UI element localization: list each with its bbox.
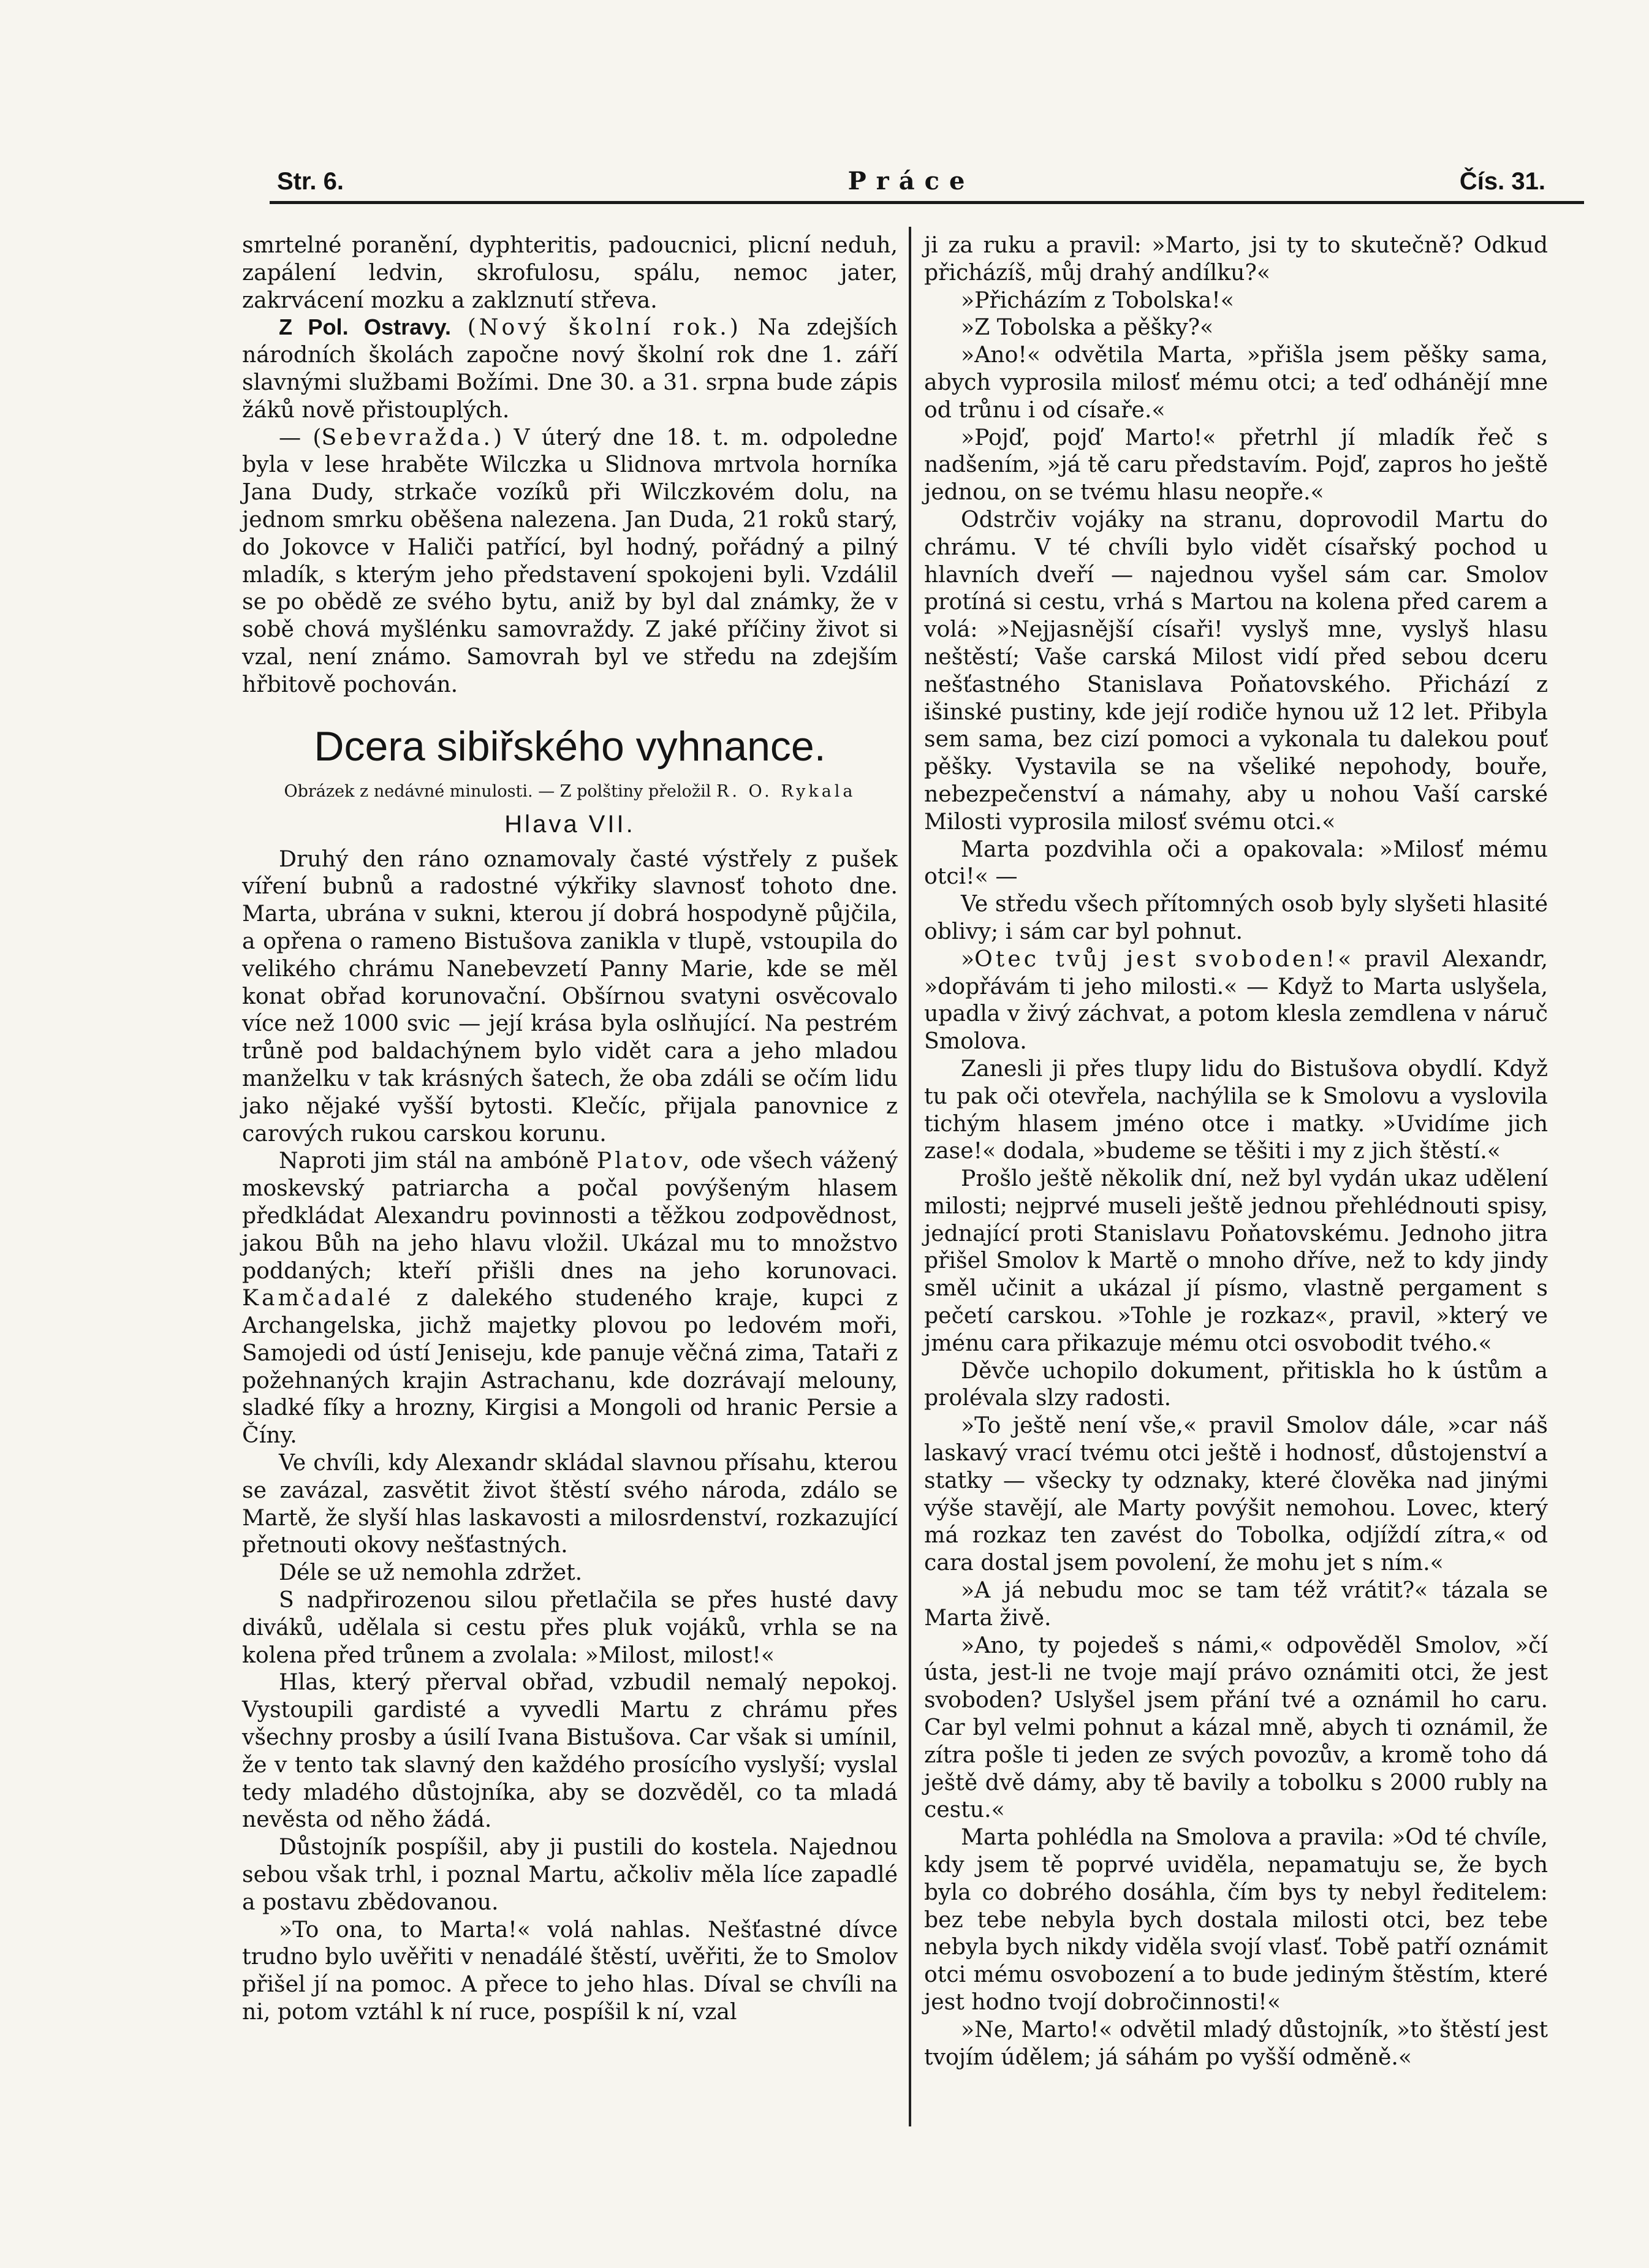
- story-paragraph: Ve středu všech přítomných osob byly slyšeti hlasité oblivy; i sám car byl pohnut.: [924, 890, 1548, 944]
- story-emphasis: Otec tvůj jest svoboden!: [974, 945, 1338, 972]
- left-column: [242, 232, 898, 2026]
- story-text: z dalekého studeného kraje, kupci z Archangelska, jichž majetky plovou po ledovém moři, Samojedi od ústí Jeniseju, kde panuje věčná zima, Tataři z požehnaných krajin Astrachanu, kde dozrávají melouny, sladké fíky a hrozny, Kirgisi a Mongoli od hranic Persie a Číny.: [242, 1284, 898, 1449]
- news-item-school: [242, 314, 898, 423]
- story-paragraph: »A já nebudu moc se tam též vrátit?« tázala se Marta živě.: [924, 1577, 1548, 1631]
- story-paragraph: Hlas, který přerval obřad, vzbudil nemalý nepokoj. Vystoupili gardisté a vyvedli Martu z chrámu přes všechny prosby a úsilí Ivana Bistušova. Car však si umínil, že v tento tak slavný den každého prosícího vyslyší; vyslal tedy mladého důstojníka, aby se dozvěděl, co ta mladá nevěsta od něho žádá.: [242, 1669, 898, 1833]
- story-text: Naproti jim stál na ambóně: [279, 1147, 589, 1174]
- story-paragraph: S nadpřirozenou silou přetlačila se přes husté davy diváků, udělala si cestu přes pluk vojáků, vrhla se na kolena před trůnem a zvolala: »Milost, milost!«: [242, 1587, 898, 1668]
- story-paragraph: Prošlo ještě několik dní, než byl vydán ukaz udělení milosti; nejprvé museli ještě jednou přehlédnouti spisy, jednající proti Stanislavu Poňatovskému. Jednoho jitra přišel Smolov k Martě o mnoho dříve, než to kdy jindy směl učinit a ukázal jí písmo, vlastně pergament s pečetí carskou. »Tohle je rozkaz«, pravil, »který ve jménu cara přikazuje mému otci osvobodit tvého.«: [924, 1165, 1548, 1356]
- story-paragraph: »Pojď, pojď Marto!« přetrhl jí mladík řeč s nadšením, »já tě caru představím. Pojď, zapros ho ještě jednou, on se tvému hlasu neopře.«: [924, 423, 1548, 506]
- news-place: Z Pol. Ostravy.: [279, 314, 452, 340]
- story-paragraph: Zanesli ji přes tlupy lidu do Bistušova obydlí. Když tu pak oči otevřela, nachýlila se k Smolovu a vyslovila tichým hlasem jméno otce i matky. »Uvidíme jich zase!« dodala, »budeme se těšiti i my z jich štěstí.«: [924, 1055, 1548, 1164]
- story-paragraph: »Ne, Marto!« odvětil mladý důstojník, »to štěstí jest tvojím údělem; já sáhám po vyšší odměně.«: [924, 2016, 1548, 2070]
- story-name: Platov,: [596, 1147, 693, 1174]
- story-paragraph: [242, 1147, 898, 1449]
- news-body: ) V úterý dne 18. t. m. odpoledne byla v lese hraběte Wilczka u Slidnova mrtvola horníka Jana Dudy, strkače vozíků při Wilczkovém dolu, na jednom smrku oběšena nalezena. Jan Duda, 21 roků starý, do Jokovce v Haliči patřící, byl hodný, pořádný a pilný mladík, s kterým jeho představení spokojeni byli. Vzdálil se po obědě ze svého bytu, aniž by byl dal známky, že v sobě chová myšlénku samovraždy. Z jaké příčiny život si vzal, není známo. Samovrah byl ve středu na zdejším hřbitově pochován.: [242, 423, 898, 697]
- news-kicker: (Nový školní rok.): [467, 314, 741, 341]
- story-paragraph: Odstrčiv vojáky na stranu, doprovodil Martu do chrámu. V té chvíli bylo vidět císařský pochod u hlavních dveří — najednou vyšel sám car. Smolov protíná si cestu, vrhá s Martou na kolena před carem a volá: »Nejjasnější císaři! vyslyš mne, vyslyš hlasu neštěstí; Vaše carská Milost vidí před sebou dceru nešťastného Stanislava Poňatovského. Přichází z išinské pustiny, kde její rodiče hynou už 12 let. Přibyla sem sama, bez cizí pomoci a vykonala tu dalekou pouť pěšky. Vystavila se na všeliké nepohody, bouře, nebezpečenství a námahy, aby u nohou Vaší carské Milosti vyprosila milosť svému otci.«: [924, 506, 1548, 835]
- story-paragraph: »Ano!« odvětila Marta, »přišla jsem pěšky sama, abych vyprosila milosť mému otci; a teď odhánějí mne od trůnu i od císaře.«: [924, 341, 1548, 423]
- chapter-heading: Hlava VII.: [504, 810, 635, 838]
- story-paragraph: »To ještě není vše,« pravil Smolov dále, »car náš laskavý vrací tvému otci ještě i hodnosť, důstojenství a statky — všecky ty odznaky, které člověka nad jinými výše stavějí, ale Marty povýšit nemohou. Lovec, který má rozkaz ten zavést do Tobolka, odjíždí zítra,« od cara dostal jsem povolení, že mohu jet s ním.«: [924, 1412, 1548, 1576]
- story-text: « pravil Alexandr, »dopřávám ti jeho milosti.« — Když to Marta uslyšela, upadla v živý záchvat, a potom klesla zemdlena v náruč Smolova.: [924, 945, 1548, 1055]
- story-text: ode všech vážený moskevský patriarcha a počal povýšeným hlasem předkládat Alexandru povinnosti a těžkou zodpovědnost, jakou Bůh na jeho hlavu vložil. Ukázal mu to množstvo poddaných; kteří přišli dnes na jeho korunovaci.: [242, 1147, 898, 1284]
- story-paragraph: »Ano, ty pojedeš s námi,« odpověděl Smolov, »čí ústa, jest-li ne tvoje mají právo oznámiti otci, že jest svoboden? Uslyšel jsem přání tvé a oznámil ho caru. Car byl velmi pohnut a kázal mně, abych ti oznámil, že zítra pošle ti jeden ze svých povozův, a kromě toho dá ještě dvě dámy, aby tě bavily a tobolku s 2000 rubly na cestu.«: [924, 1631, 1548, 1823]
- story-paragraph: [924, 946, 1548, 1055]
- story-paragraph: Marta pohlédla na Smolova a pravila: »Od té chvíle, kdy jsem tě poprvé uviděla, nepamatuju se, že bych byla co dobrého dosáhla, čím bys ty nebyl ředitelem: bez tebe nebyla bych dostala milosti otci, bez tebe nebyla bych nikdy viděla svojí vlasť. Tobě patří oznámit otci mému osvobození a to bude jediným štěstím, které jest hodno tvojí dobročinnosti!«: [924, 1824, 1548, 2015]
- story-translator: R. O. Rykala: [716, 781, 856, 801]
- story-name: Kamčadalé: [242, 1284, 394, 1311]
- story-text: »: [961, 945, 975, 972]
- story-paragraph: »Z Tobolska a pěšky?«: [961, 314, 1214, 341]
- story-paragraph: »Přicházím z Tobolska!«: [961, 286, 1234, 313]
- story-paragraph: Druhý den ráno oznamovaly časté výstřely z pušek víření bubnů a radostné výkřiky slavnosť tohoto dne. Marta, ubrána v sukni, kterou jí dobrá hospodyně půjčila, a opřena o rameno Bistušova zanikla v tlupě, vstoupila do velikého chrámu Nanebevzetí Panny Marie, kde se měl konat obřad korunovační. Obšírnou svatyni osvěcovalo více než 1000 svic — její krása byla oslňující. Na pestrém trůně pod baldachýnem bylo vidět cara a jeho mladou manželku v tak krásných šatech, že oba zdáli se očím lidu jako nějaké vyšší bytosti. Klečíc, přijala panovnice z carových rukou carskou korunu.: [242, 845, 898, 1147]
- header-rule: [270, 201, 1584, 204]
- page-number: Str. 6.: [277, 168, 344, 195]
- news-dash: — (: [279, 423, 322, 450]
- story-title: Dcera sibiřského vyhnance.: [314, 722, 826, 770]
- news-kicker: Sebevražda.: [321, 423, 493, 450]
- story-paragraph: ji za ruku a pravil: »Marto, jsi ty to skutečně? Odkud přicházíš, můj drahý andílku?«: [924, 232, 1548, 286]
- story-subtitle: [242, 779, 898, 804]
- story-paragraph: Ve chvíli, kdy Alexandr skládal slavnou přísahu, kterou se zavázal, zasvětit život štěstí svého národa, zdálo se Martě, že slyší hlas laskavosti a milosrdenství, rozkazující přetnouti okovy nešťastných.: [242, 1449, 898, 1558]
- right-column: [924, 232, 1548, 2071]
- story-paragraph: Déle se už nemohla zdržet.: [279, 1559, 583, 1586]
- article-continuation: smrtelné poranění, dyphteritis, padoucnici, plicní neduh, zapálení ledvin, skrofulosu, spálu, nemoc jater, zakrvácení mozku a zaklznutí střeva.: [242, 232, 898, 313]
- story-paragraph: Důstojník pospíšil, aby ji pustili do kostela. Najednou sebou však trhl, i poznal Martu, ačkoliv měla líce zapadlé a postavu zbědovanou.: [242, 1834, 898, 1915]
- story-paragraph: Děvče uchopilo dokument, přitiskla ho k ústům a prolévala slzy radosti.: [924, 1357, 1548, 1411]
- story-paragraph: »To ona, to Marta!« volá nahlas. Nešťastné dívce trudno bylo uvěřiti v nenadálé štěstí, uvěřiti, že to Smolov přišel jí na pomoc. A přece to jeho hlas. Díval se chvíli na ni, potom vztáhl k ní ruce, pospíšil k ní, vzal: [242, 1916, 898, 2025]
- issue-number: Čís. 31.: [1459, 168, 1545, 195]
- news-item-suicide: [242, 424, 898, 699]
- news-body: Na zdejších národních školách započne nový školní rok dne 1. září slavnými službami Božími. Dne 30. a 31. srpna bude zápis žáků nově přistouplých.: [242, 314, 898, 423]
- story-subtitle-text: Obrázek z nedávné minulosti. — Z polštiny přeložil: [284, 781, 711, 801]
- column-divider: [909, 227, 911, 2126]
- newspaper-title: Práce: [847, 167, 975, 195]
- page-header: [277, 165, 1545, 197]
- story-paragraph: Marta pozdvihla oči a opakovala: »Milosť mému otci!« —: [924, 835, 1548, 890]
